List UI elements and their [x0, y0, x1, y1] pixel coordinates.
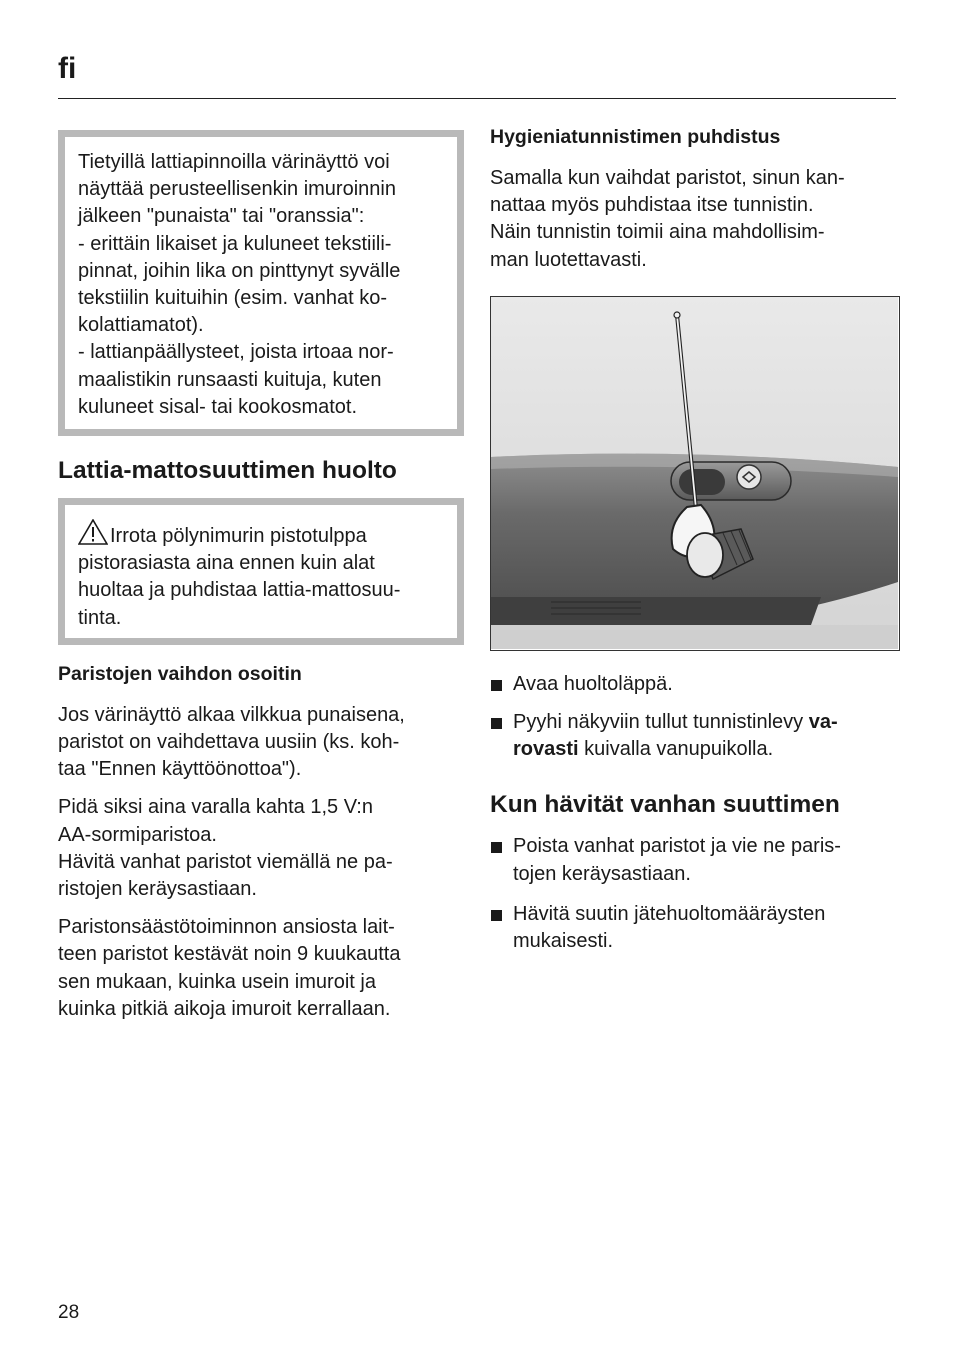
list-item — [490, 709, 896, 763]
warning-line: huoltaa ja puhdistaa lattia-mattosuu- — [78, 579, 401, 602]
note-line: Tietyillä lattiapinnoilla värinäyttö voi — [78, 151, 390, 173]
note-line: kolattiamatot). — [78, 314, 204, 337]
para-line: Pidä siksi aina varalla kahta 1,5 V:n — [58, 796, 373, 819]
section-heading-disposal: Kun hävität vanhan suuttimen — [490, 791, 840, 819]
warning-line: pistorasiasta aina ennen kuin alat — [78, 552, 375, 575]
left-column — [58, 130, 464, 1023]
subheading-battery: Paristojen vaihdon osoitin — [58, 662, 302, 685]
para-line: ristojen keräysastiaan. — [58, 878, 257, 901]
page-number: 28 — [58, 1302, 80, 1323]
para-line: Jos värinäyttö alkaa vilkkua punaisena, — [58, 703, 405, 726]
section-heading: Lattia-mattosuuttimen huolto — [58, 457, 397, 485]
subheading-hygiene: Hygieniatunnistimen puhdistus — [490, 126, 781, 148]
para-line: AA-sormiparistoa. — [58, 823, 217, 846]
paragraph — [58, 914, 464, 1023]
para-line: kuinka pitkiä aikoja imuroit kerrallaan. — [58, 997, 391, 1020]
para-line: sen mukaan, kuinka usein imuroit ja — [58, 970, 376, 993]
list-item — [490, 901, 896, 955]
emphasis-text: rovasti — [513, 738, 579, 761]
warning-first-line — [78, 519, 444, 550]
note-line: maalistikin runsaasti kuituja, kuten — [78, 368, 382, 391]
para-line: Paristonsäästötoiminnon ansiosta lait- — [58, 916, 395, 939]
note-line: - erittäin likaiset ja kuluneet tekstiili- — [78, 232, 392, 255]
note-line: jälkeen "punaista" tai "oranssia": — [78, 205, 365, 228]
note-line: näyttää perusteellisenkin imuroinnin — [78, 178, 396, 201]
warning-line: Irrota pölynimurin pistotulppa — [110, 525, 367, 548]
bullet-square-icon — [491, 842, 502, 853]
para-line: paristot on vaihdettava uusiin (ks. koh- — [58, 731, 400, 754]
bullet-square-icon — [491, 680, 502, 691]
warning-line: tinta. — [78, 606, 122, 629]
list-item-text: kuivalla vanupuikolla. — [578, 738, 774, 761]
steps-list — [490, 671, 896, 764]
para-line: teen paristot kestävät noin 9 kuukautta — [58, 943, 401, 966]
list-item-text: Hävitä suutin jätehuoltomääräysten — [513, 902, 826, 925]
emphasis-text: va- — [808, 711, 838, 734]
paragraph — [58, 702, 464, 784]
list-item-text: tojen keräysastiaan. — [513, 862, 691, 885]
para-line: Näin tunnistin toimii aina mahdollisim- — [490, 221, 825, 244]
list-item-text: Avaa huoltoläppä. — [513, 672, 673, 695]
intro-paragraph — [490, 165, 896, 274]
sensor-cleaning-illustration — [490, 296, 900, 651]
list-item — [490, 671, 896, 698]
bullet-square-icon — [491, 910, 502, 921]
para-line: Hävitä vanhat paristot viemällä ne pa- — [58, 850, 393, 873]
para-line: taa "Ennen käyttöönottoa"). — [58, 758, 302, 781]
bullet-square-icon — [491, 718, 502, 729]
list-item-text: Pyyhi näkyviin tullut tunnistinlevy — [513, 711, 809, 734]
list-item-text: Poista vanhat paristot ja vie ne paris- — [513, 835, 841, 858]
note-line: - lattianpäällysteet, joista irtoaa nor- — [78, 341, 394, 364]
list-item-text: mukaisesti. — [513, 930, 614, 953]
para-line: nattaa myös puhdistaa itse tunnistin. — [490, 194, 814, 217]
note-line: kuluneet sisal- tai kookosmatot. — [78, 395, 358, 418]
note-line: tekstiilin kuituihin (esim. vanhat ko- — [78, 287, 388, 310]
language-code: fi — [58, 52, 77, 85]
disposal-list — [490, 833, 896, 955]
paragraph — [58, 794, 464, 903]
note-box — [58, 130, 464, 436]
list-item — [490, 833, 896, 887]
warning-triangle-icon — [78, 519, 108, 543]
para-line: Samalla kun vaihdat paristot, sinun kan- — [490, 167, 845, 189]
note-line: pinnat, joihin lika on pinttynyt syvälle — [78, 259, 401, 282]
header-rule — [58, 98, 896, 99]
warning-box — [58, 498, 464, 645]
para-line: man luotettavasti. — [490, 248, 647, 271]
right-column — [490, 124, 896, 955]
